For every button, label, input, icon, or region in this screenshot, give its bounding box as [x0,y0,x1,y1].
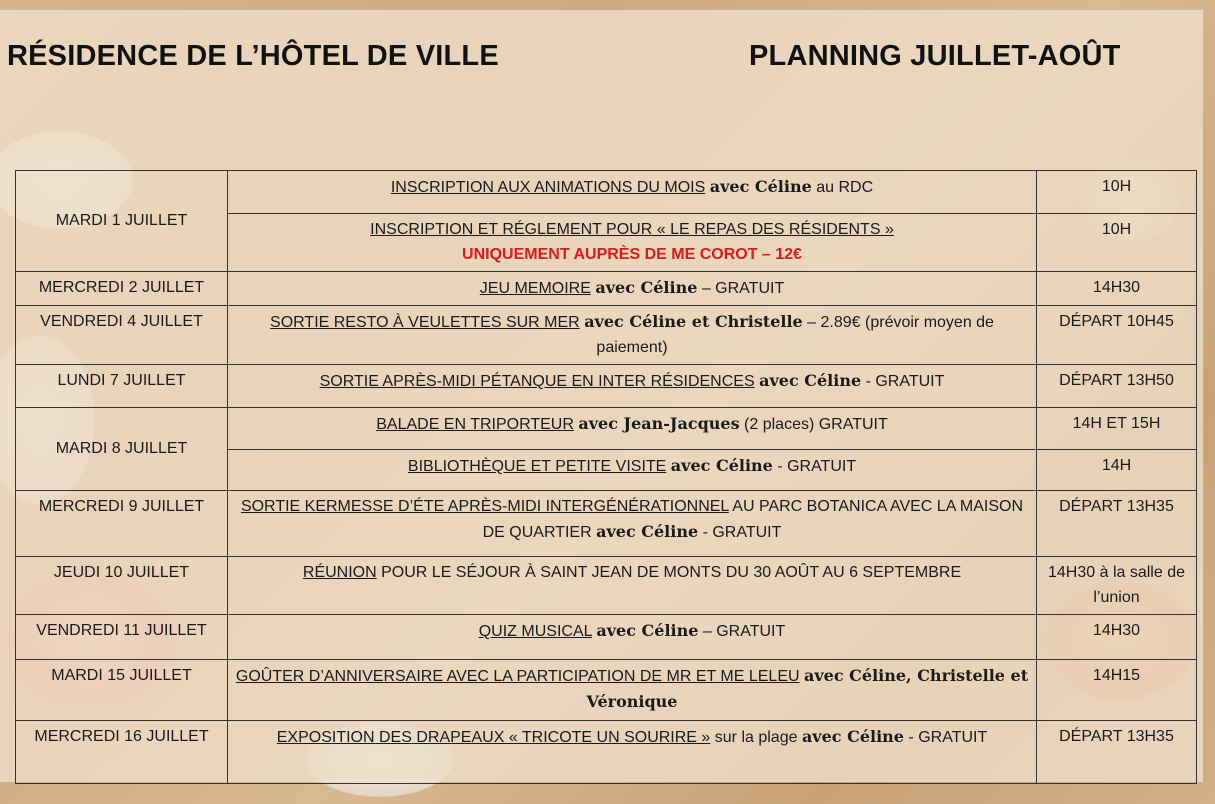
activity-name: INSCRIPTION AUX ANIMATIONS DU MOIS [390,179,706,196]
activity-cell [228,214,1037,272]
table-row [16,408,1197,450]
activity-name: SORTIE RESTO À VEULETTES SUR MER [270,314,580,331]
activity-text: AU PARC BOTANICA AVEC LA MAISON DE QUARTIER [482,498,1024,541]
residence-title: RÉSIDENCE DE L’HÔTEL DE VILLE [7,40,499,72]
activity-details: – GRATUIT [698,623,786,640]
activity-cell [228,615,1037,660]
table-row [16,306,1197,365]
activity-text: POUR LE SÉJOUR À SAINT JEAN DE MONTS DU 30 AOÛT AU 6 SEPTEMBRE [376,564,962,581]
day-cell: VENDREDI 4 JUILLET [16,306,228,365]
host-name: avec Céline [596,522,699,541]
planning-title: PLANNING JUILLET-AOÛT [749,40,1121,72]
time-cell: 10H [1037,171,1197,214]
activity-note: UNIQUEMENT AUPRÈS DE ME COROT – 12€ [462,246,802,263]
activity-details: - GRATUIT [861,373,945,390]
table-row [16,171,1197,214]
day-cell: MARDI 15 JUILLET [16,660,228,721]
host-name: avec Céline, Christelle et Véronique [586,666,1029,711]
table-row [16,557,1197,615]
activity-details: - GRATUIT [698,524,782,541]
activity-name: GOÛTER D’ANNIVERSAIRE AVEC LA PARTICIPATION DE MR ET ME LELEU [235,668,800,685]
activity-details: - GRATUIT [772,458,857,475]
day-cell: VENDREDI 11 JUILLET [16,615,228,660]
activity-cell [228,272,1037,306]
activity-details: – GRATUIT [697,280,785,297]
table-row [16,491,1197,557]
time-cell: DÉPART 13H35 [1037,491,1197,557]
day-cell: LUNDI 7 JUILLET [16,365,228,408]
day-cell: MARDI 8 JUILLET [16,408,228,491]
activity-name: BALADE EN TRIPORTEUR [376,416,574,433]
activity-name: SORTIE KERMESSE D’ÉTE APRÈS-MIDI INTERGÉNÉRATIONNEL [240,498,729,515]
day-cell: MARDI 1 JUILLET [16,171,228,272]
activity-details: – 2.89€ (prévoir moyen de paiement) [596,314,994,356]
activity-name: EXPOSITION DES DRAPEAUX « TRICOTE UN SOURIRE » [276,729,711,746]
activity-cell [228,171,1037,214]
table-row [16,365,1197,408]
activity-cell [228,408,1037,450]
time-cell: 14H30 [1037,615,1197,660]
host-name: avec Céline [670,456,773,475]
host-name: avec Céline [596,621,699,640]
host-name: avec Céline et Christelle [584,312,803,331]
activity-cell [228,306,1037,365]
host-name: avec Céline [801,727,904,746]
activity-cell [228,365,1037,408]
activity-cell [228,660,1037,721]
activity-cell [228,721,1037,784]
activity-name: QUIZ MUSICAL [478,623,592,640]
host-name: avec Céline [759,371,862,390]
time-cell: 14H ET 15H [1037,408,1197,450]
activity-cell [228,450,1037,491]
table-row [16,660,1197,721]
time-cell: 14H [1037,450,1197,491]
time-cell: 10H [1037,214,1197,272]
time-cell: 14H15 [1037,660,1197,721]
activity-name: BIBLIOTHÈQUE ET PETITE VISITE [407,458,667,475]
day-cell: MERCREDI 2 JUILLET [16,272,228,306]
activity-cell [228,491,1037,557]
activity-details: au RDC [811,179,874,196]
time-cell: DÉPART 13H35 [1037,721,1197,784]
day-cell: MERCREDI 16 JUILLET [16,721,228,784]
host-name: avec Céline [595,278,698,297]
host-name: avec Jean-Jacques [578,414,740,433]
table-row [16,272,1197,306]
time-cell: DÉPART 13H50 [1037,365,1197,408]
activity-text: sur la plage [710,729,802,746]
table-row [16,721,1197,784]
activity-name: JEU MEMOIRE [479,280,591,297]
activity-name: INSCRIPTION ET RÉGLEMENT POUR « LE REPAS DES RÉSIDENTS » [370,221,894,238]
activity-name: RÉUNION [302,564,377,581]
activity-cell [228,557,1037,615]
day-cell: JEUDI 10 JUILLET [16,557,228,615]
schedule-table [15,170,1197,784]
activity-details: - GRATUIT [903,729,988,746]
day-cell: MERCREDI 9 JUILLET [16,491,228,557]
time-cell: 14H30 [1037,272,1197,306]
time-cell: DÉPART 10H45 [1037,306,1197,365]
time-cell: 14H30 à la salle de l’union [1037,557,1197,615]
activity-name: SORTIE APRÈS-MIDI PÉTANQUE EN INTER RÉSIDENCES [319,373,755,390]
table-row [16,615,1197,660]
activity-details: (2 places) GRATUIT [739,416,888,433]
host-name: avec Céline [709,177,812,196]
